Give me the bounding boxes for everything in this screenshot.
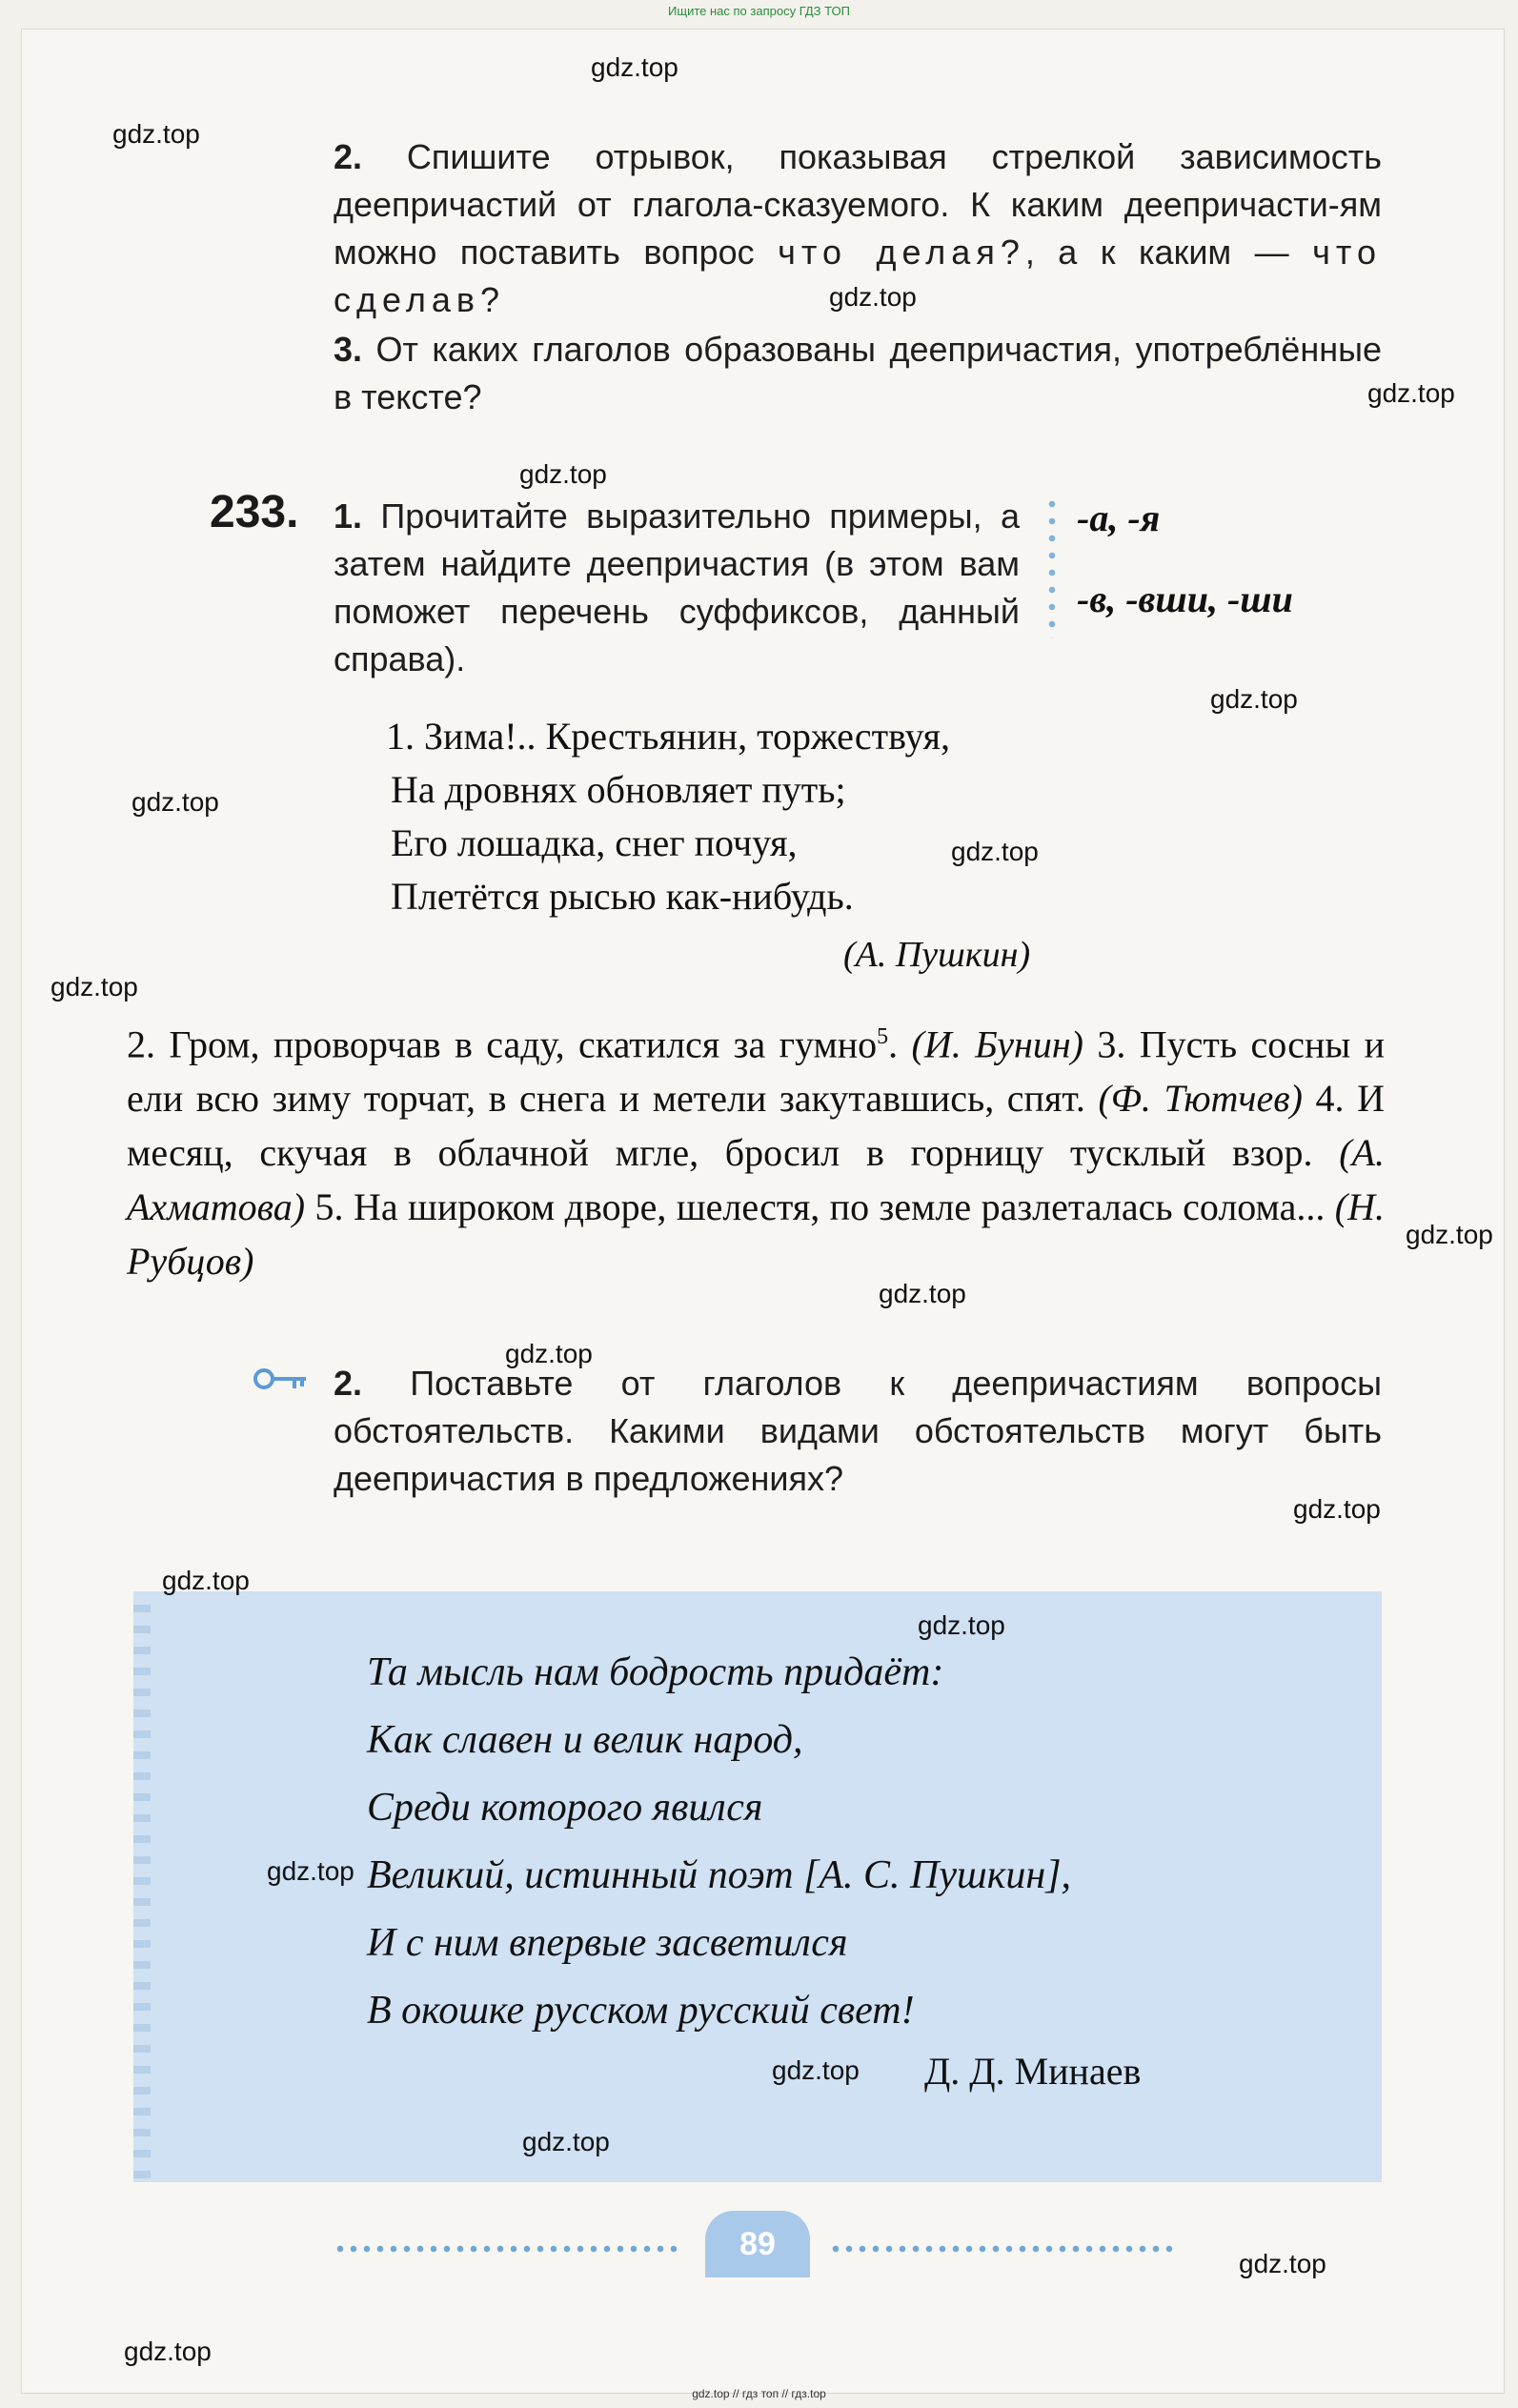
quote-line: В окошке русском русский свет! [367,1989,915,2033]
watermark: gdz.top [124,2337,212,2366]
watermark: gdz.top [112,119,200,149]
exercise-task-1 [334,493,1020,683]
watermark: gdz.top [918,1610,1005,1640]
watermark: gdz.top [772,2055,860,2085]
example-3-author: (Ф. Тютчев) [1098,1077,1303,1121]
question-what-doing: что делая? [778,233,1025,272]
watermark: gdz.top [505,1339,593,1368]
question-what-done: что сделав? [334,233,1382,319]
quote-box-edge [133,1591,151,2182]
watermark: gdz.top [522,2127,610,2156]
footer-dots-right [829,2245,1172,2253]
watermark: gdz.top [591,52,678,82]
footer-dots-left [334,2245,677,2253]
example-3: 3. Пусть сосны и ели всю зиму торчат, в снега и метели закутавшись, спят. [127,1022,1386,1121]
example-5-author: (Н. Рубцов) [127,1185,1386,1284]
examples-block: 2. Гром, проворчав в саду, скатился за гумно$^5$. (И. Бунин) 3. Пусть сосны и ели всю зиму торчат, в снега и метели закутавшись, спят. (Ф. Тютчев) 4. И месяц, скучая в облачной мгле, бросил в горницу тусклый взор. (А. Ахматова) 5. На широком дворе, шелестя, по земле разлеталась солома... (Н. Рубцов) [127,1022,1386,1284]
example-2: 2. Гром, проворчав в саду, скатился за гумно [127,1022,878,1066]
quote-line: Великий, истинный поэт [А. С. Пушкин], [367,1853,1072,1897]
quote-poem [367,1639,1071,2045]
example-4: 4. И месяц, скучая в облачной мгле, бросил в горницу тусклый взор. [127,1077,1386,1175]
poem-author: (А. Пушкин) [843,935,1031,975]
watermark: gdz.top [132,787,219,817]
quote-line: И с ним впервые засветился [367,1921,848,1965]
suffix-list-divider [1048,496,1056,638]
watermark: gdz.top [162,1566,250,1595]
poem-pushkin [386,710,950,923]
prev-task-2-text: Спишите отрывок, показывая стрелкой зависимость деепричастий от глагола-сказуемого. К каким деепричасти-ям можно поставить вопрос [334,137,1382,272]
page-number: 89 [705,2211,810,2277]
watermark: gdz.top [1239,2249,1326,2278]
poem-line: Его лошадка, снег почуя, [391,821,798,864]
exercise-task-1-number: 1. [334,496,363,536]
suffix-list [1048,486,1391,638]
watermark: gdz.top [951,837,1039,866]
prev-task-3-text: От каких глаголов образованы деепричастия, употреблённые в тексте? [334,330,1382,416]
key-icon [253,1365,310,1398]
watermark: gdz.top [879,1279,966,1308]
quote-line: Среди которого явился [367,1786,763,1830]
quote-author: Д. Д. Минаев [924,2050,1142,2093]
watermark: gdz.top [1367,378,1455,408]
watermark: gdz.top [1406,1220,1493,1249]
prev-task-2-text-b: , а к каким — [1024,233,1289,272]
exercise-task-2 [334,1360,1382,1503]
example-2-author: (И. Бунин) [911,1022,1083,1066]
watermark: gdz.top [829,282,917,312]
exercise-task-2-text: Поставьте от глаголов к деепричастиям вопросы обстоятельств. Какими видами обстоятельств могут быть деепричастия в предложениях? [334,1364,1382,1498]
poem-line: 1. Зима!.. Крестьянин, торжествуя, [386,715,951,758]
prev-task-2-number: 2. [334,137,363,176]
footer-note: gdz.top // гдз топ // гдз.top [692,2387,826,2400]
poem-line: На дровнях обновляет путь; [391,768,846,811]
suffix-line-1: -а, -я [1077,496,1161,539]
footnote-marker: 5 [877,1024,889,1049]
watermark: gdz.top [267,1856,354,1886]
prev-task-3-number: 3. [334,330,363,369]
quote-line: Та мысль нам бодрость придаёт: [367,1650,944,1694]
quote-line: Как славен и велик народ, [367,1718,803,1762]
example-4-author: (А. Ахматова) [127,1131,1386,1229]
watermark: gdz.top [1210,684,1298,714]
header-note: Ищите нас по запросу ГДЗ ТОП [668,4,850,18]
exercise-task-2-number: 2. [334,1364,363,1403]
exercise-task-1-text: Прочитайте выразительно примеры, а затем найдите деепричастия (в этом вам поможет перечень суффиксов, данный справа). [334,496,1020,678]
example-5: 5. На широком дворе, шелестя, по земле разлеталась солома... [314,1185,1326,1229]
prev-task-3 [334,326,1382,421]
suffix-line-2: -в, -вши, -ши [1077,577,1293,620]
exercise-number: 233. [210,487,299,537]
poem-line: Плетётся рысью как-нибудь. [391,875,854,918]
watermark: gdz.top [51,972,138,1002]
watermark: gdz.top [519,459,607,489]
watermark: gdz.top [1293,1494,1381,1524]
